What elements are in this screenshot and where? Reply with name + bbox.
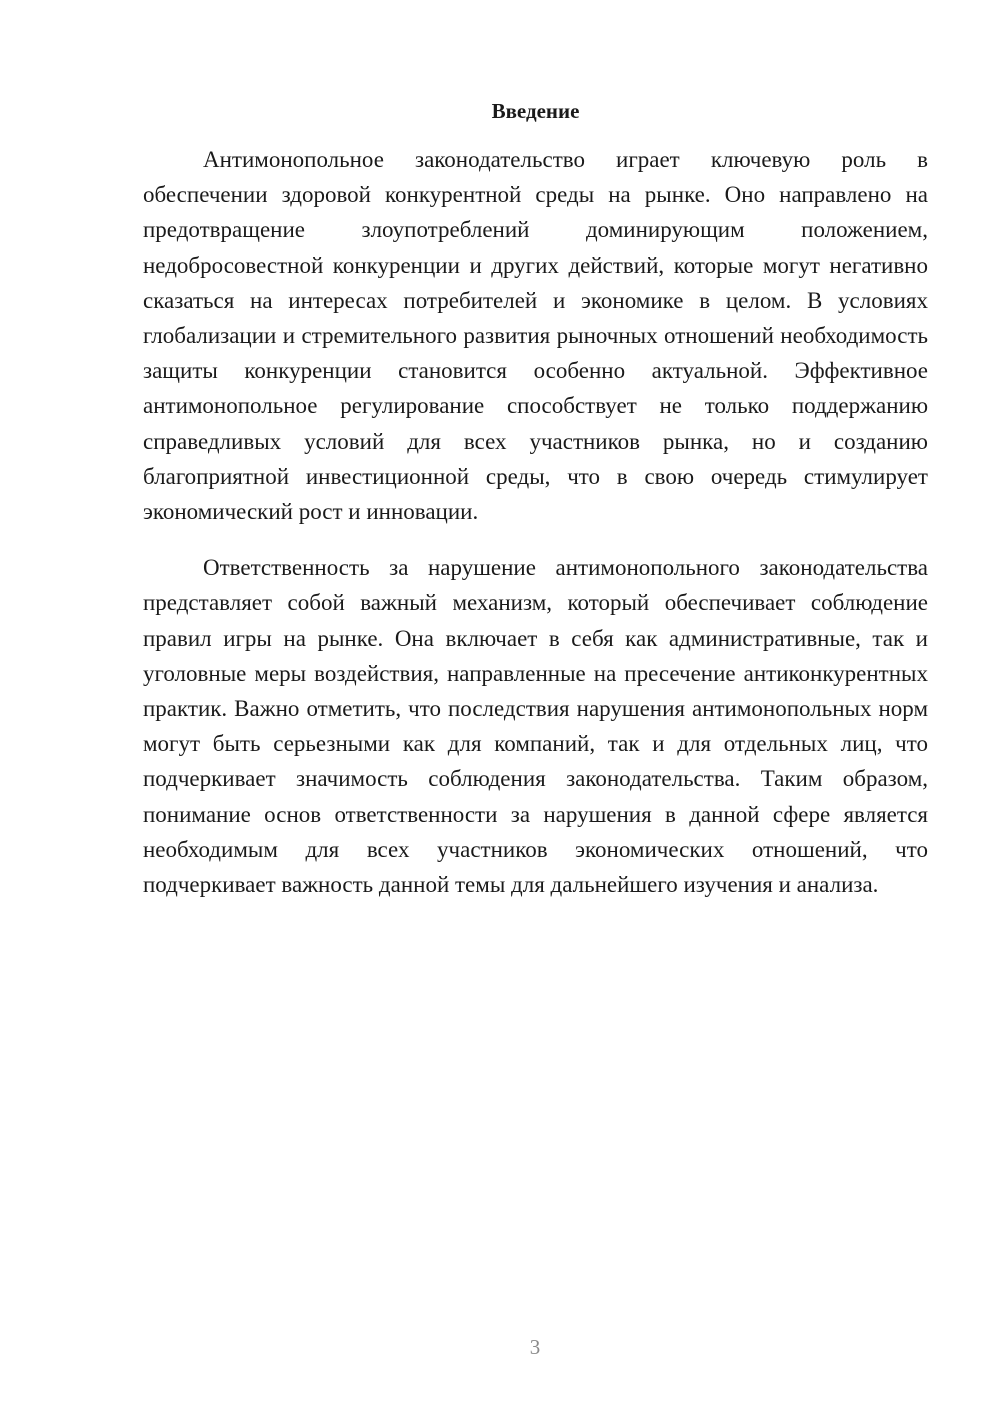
body-text	[143, 142, 928, 902]
paragraph-1: Антимонопольное законодательство играет ключевую роль в обеспечении здоровой конкурентной среды на рынке. Оно направлено на предотвращение злоупотреблений доминирующим положением, недобросовестной конкуренции и других действий, которые могут негативно сказаться на интересах потребителей и экономике в целом. В условиях глобализации и стремительного развития рыночных отношений необходимость защиты конкуренции становится особенно актуальной. Эффективное антимонопольное регулирование способствует не только поддержанию справедливых условий для всех участников рынка, но и созданию благоприятной инвестиционной среды, что в свою очередь стимулирует экономический рост и инновации.	[143, 147, 928, 525]
paragraph-2: Ответственность за нарушение антимонопольного законодательства представляет собой важный механизм, который обеспечивает соблюдение правил игры на рынке. Она включает в себя как административные, так и уголовные меры воздействия, направленные на пресечение антиконкурентных практик. Важно отметить, что последствия нарушения антимонопольных норм могут быть серьезными как для компаний, так и для отдельных лиц, что подчеркивает значимость соблюдения законодательства. Таким образом, понимание основ ответственности за нарушения в данной сфере является необходимым для всех участников экономических отношений, что подчеркивает важность данной темы для дальнейшего изучения и анализа.	[143, 555, 928, 898]
page-number: 3	[529, 1335, 541, 1359]
section-heading: Введение	[491, 99, 580, 123]
